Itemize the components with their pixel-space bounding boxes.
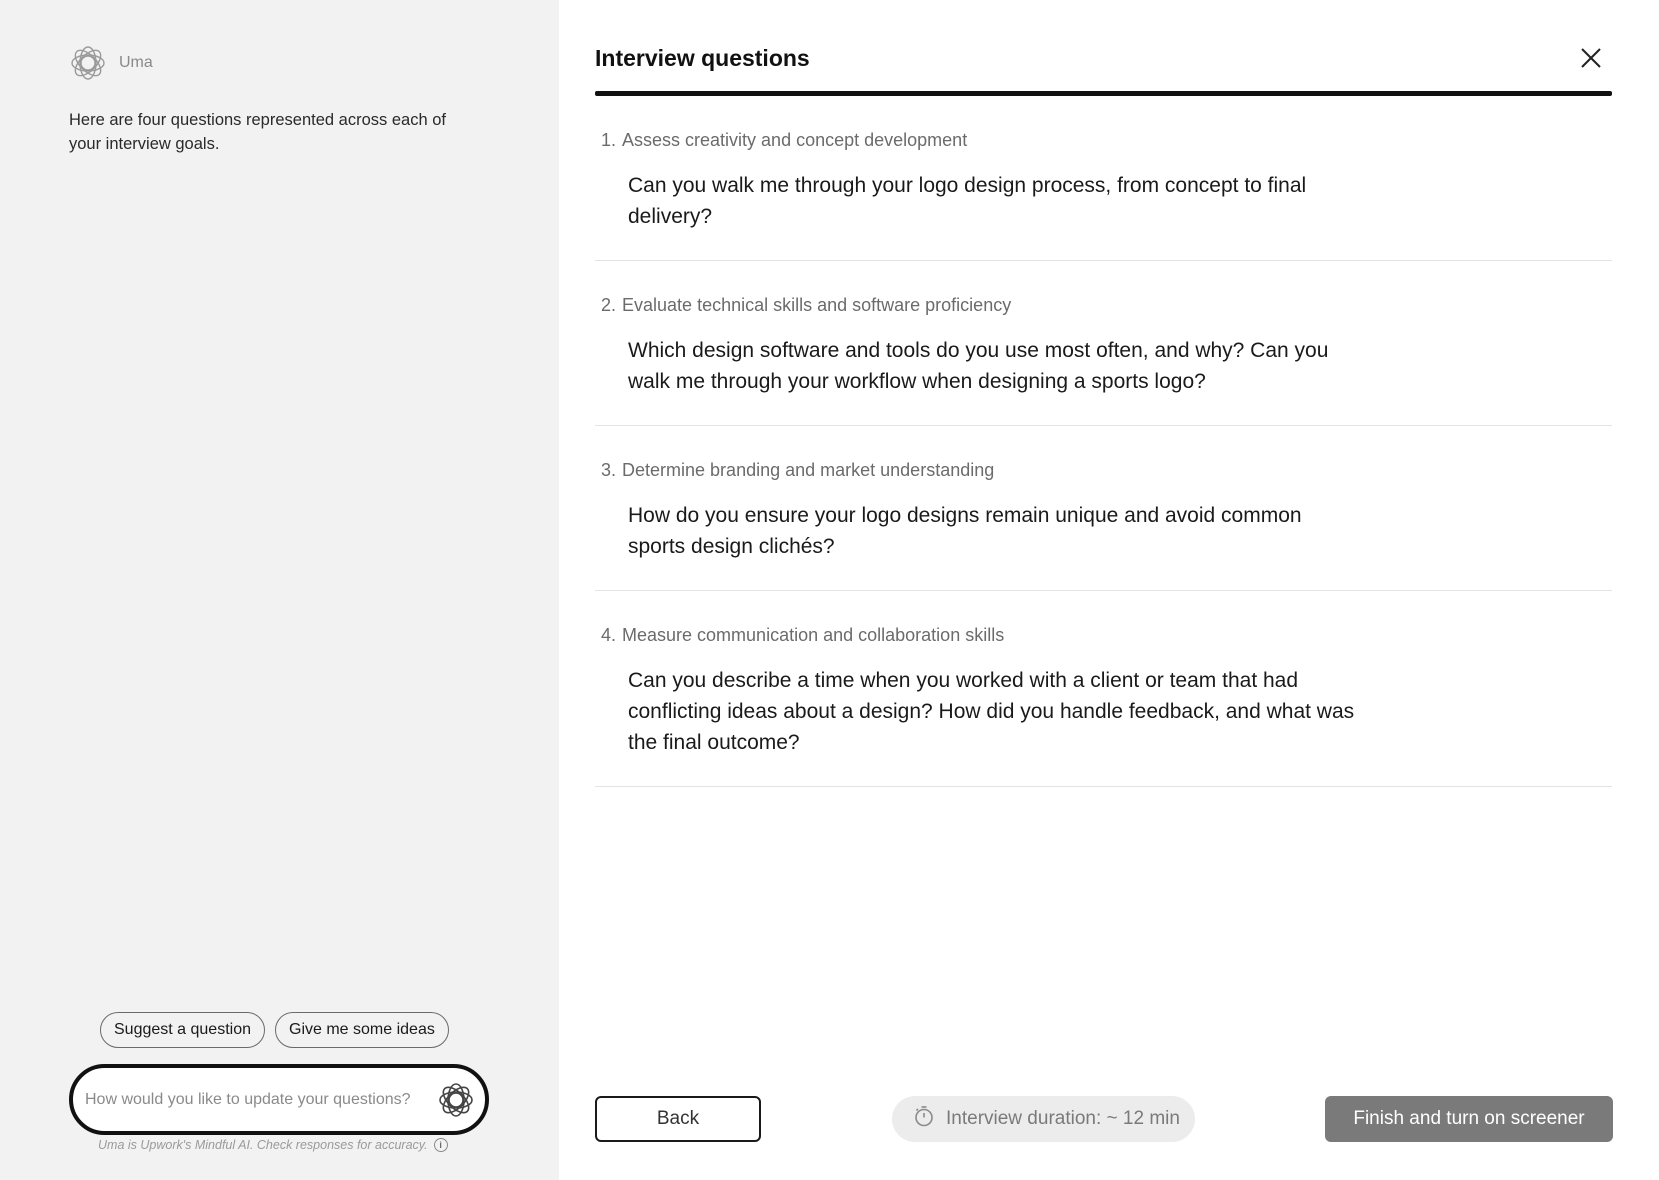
question-text: Can you walk me through your logo design process, from concept to final delivery? (628, 174, 1307, 228)
ai-disclaimer (98, 1138, 448, 1152)
suggestion-chips (100, 1012, 449, 1048)
question-goal: 1. Assess creativity and concept development (601, 130, 968, 150)
duration-text: Interview duration: ~ 12 min (946, 1108, 1180, 1129)
question-goal: 4. Measure communication and collaboration skills (601, 625, 1005, 645)
question-item[interactable] (595, 426, 1612, 591)
question-list (595, 96, 1612, 787)
chat-input-container (69, 1064, 489, 1135)
send-uma-icon[interactable] (437, 1081, 475, 1119)
info-icon[interactable]: i (434, 1138, 448, 1152)
page-title: Interview questions (595, 45, 810, 71)
suggest-question-chip[interactable]: Suggest a question (100, 1012, 265, 1048)
question-goal: 2. Evaluate technical skills and software proficiency (601, 295, 1012, 315)
assistant-name: Uma (119, 54, 153, 71)
back-button[interactable]: Back (595, 1096, 761, 1142)
assistant-panel (0, 0, 559, 1180)
chat-input[interactable] (85, 1091, 437, 1109)
question-item[interactable] (595, 96, 1612, 261)
uma-logo-icon (69, 44, 107, 82)
question-text: How do you ensure your logo designs remain unique and avoid common sports design clichés? (628, 504, 1302, 558)
assistant-message: Here are four questions represented across each of your interview goals. (69, 111, 446, 153)
question-item[interactable] (595, 261, 1612, 426)
question-goal: 3. Determine branding and market understanding (601, 460, 995, 480)
question-text: Can you describe a time when you worked with a client or team that had conflicting ideas about a design? How did you handle feedback, and what was the final outcome? (628, 669, 1355, 754)
stopwatch-icon (912, 1104, 936, 1134)
close-icon[interactable] (1579, 46, 1603, 70)
question-text: Which design software and tools do you use most often, and why? Can you walk me through your workflow when designing a sports logo? (628, 339, 1329, 393)
disclaimer-text: Uma is Upwork's Mindful AI. Check responses for accuracy. (98, 1138, 428, 1152)
questions-panel (559, 0, 1659, 1180)
assistant-header (69, 44, 153, 82)
duration-badge (892, 1096, 1195, 1142)
finish-screener-button[interactable]: Finish and turn on screener (1325, 1096, 1613, 1142)
question-item[interactable] (595, 591, 1612, 787)
give-ideas-chip[interactable]: Give me some ideas (275, 1012, 449, 1048)
